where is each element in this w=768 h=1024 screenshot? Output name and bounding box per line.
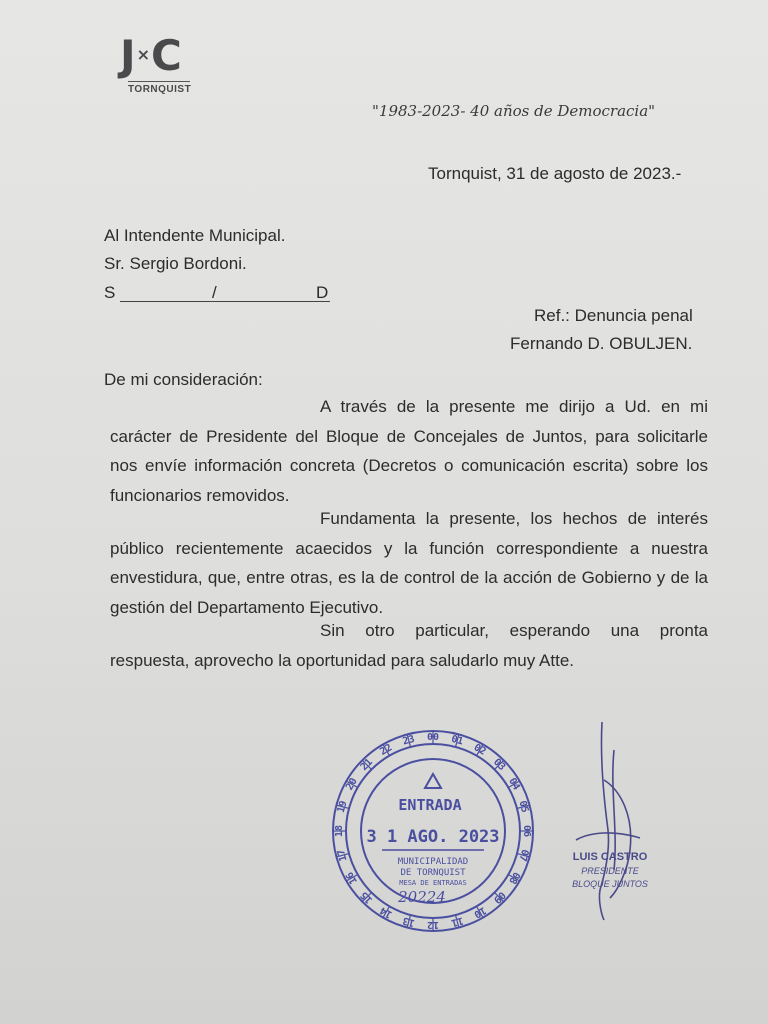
paragraph-1-text: A través de la presente me dirijo a Ud. en mi carácter de Presidente del Bloque de Concejales de Juntos, para solicitarle nos envíe información concreta (Decretos o comunicación escrita) sobre los funcionarios removidos.: [110, 397, 708, 505]
sd-s: S: [104, 283, 116, 302]
stamp-hour-label: 05: [516, 799, 531, 815]
triangle-icon: [425, 774, 441, 788]
logo-mark: J ×C: [120, 31, 181, 80]
stamp-hour-label: 18: [334, 824, 345, 838]
stamp-hour-label: 03: [490, 756, 508, 774]
signature-org: BLOQUE JUNTOS: [572, 879, 648, 889]
signature-name: LUIS CASTRO: [572, 851, 648, 863]
paragraph-1: [110, 392, 708, 510]
stamp-hour-label: 08: [506, 869, 522, 886]
recipient-title: Al Intendente Municipal.: [104, 226, 286, 245]
logo-x: ×: [136, 44, 150, 64]
stamp-hour-label: 23: [401, 733, 417, 748]
paragraph-2: [110, 504, 708, 622]
stamp-hour-label: 11: [449, 914, 465, 929]
stamp-line-1: MUNICIPALIDAD: [397, 857, 469, 867]
sd-slash: /: [212, 283, 217, 302]
stamp-hour-label: 17: [335, 847, 350, 863]
stamp-label: ENTRADA: [398, 796, 462, 814]
stamp-hour-label: 21: [358, 756, 376, 774]
stamp-hour-label: 14: [378, 904, 395, 920]
reference-line-1: Ref.: Denuncia penal: [534, 306, 693, 325]
stamp-hour-label: 20: [344, 776, 360, 793]
stamp-hour-label: 07: [516, 847, 531, 863]
motto: "1983-2023- 40 años de Democracia": [372, 102, 656, 120]
paragraph-3: [110, 616, 708, 675]
stamp-line-3: MESA DE ENTRADAS: [399, 879, 467, 887]
date-line: Tornquist, 31 de agosto de 2023.-: [428, 164, 682, 183]
paragraph-2-text: Fundamenta la presente, los hechos de interés público recientemente acaecidos y la función correspondiente a nuestra envestidura, que, entre otras, es la de control de la acción de Gobierno y de la gestión del Departamento Ejecutivo.: [110, 509, 708, 617]
stamp-hour-label: 04: [506, 776, 522, 793]
stamp-hour-label: 12: [426, 919, 440, 930]
entry-stamp: [330, 728, 536, 934]
party-logo: [120, 31, 202, 95]
stamp-date: 3 1 AGO. 2023: [366, 827, 500, 847]
stamp-hour-label: 16: [344, 869, 360, 886]
recipient-name: Sr. Sergio Bordoni.: [104, 254, 247, 273]
stamp-hour-label: 02: [471, 742, 488, 758]
sd-underline: [120, 301, 330, 302]
stamp-hour-label: 00: [426, 732, 440, 743]
signature-block: [570, 720, 680, 930]
stamp-hour-label: 09: [490, 888, 508, 906]
stamp-line-2: DE TORNQUIST: [400, 868, 466, 878]
signature-title: PRESIDENTE: [581, 866, 639, 876]
stamp-hour-label: 13: [401, 914, 417, 929]
stamp-hour-label: 22: [378, 742, 395, 758]
handwritten-signature: [576, 722, 640, 920]
stamp-number: 20224: [398, 888, 446, 906]
reference-line-2: Fernando D. OBULJEN.: [510, 334, 693, 353]
stamp-hour-label: 19: [335, 799, 350, 815]
stamp-hour-label: 06: [521, 824, 532, 838]
stamp-hour-label: 01: [449, 733, 465, 748]
stamp-hour-label: 10: [471, 904, 488, 920]
sd-d: D: [316, 283, 329, 302]
stamp-hour-label: 15: [358, 888, 376, 906]
salutation: De mi consideración:: [104, 370, 263, 389]
paragraph-3-text: Sin otro particular, esperando una pronta respuesta, aprovecho la oportunidad para saludarlo muy Atte.: [110, 621, 708, 670]
logo-subtitle: TORNQUIST: [128, 81, 190, 95]
